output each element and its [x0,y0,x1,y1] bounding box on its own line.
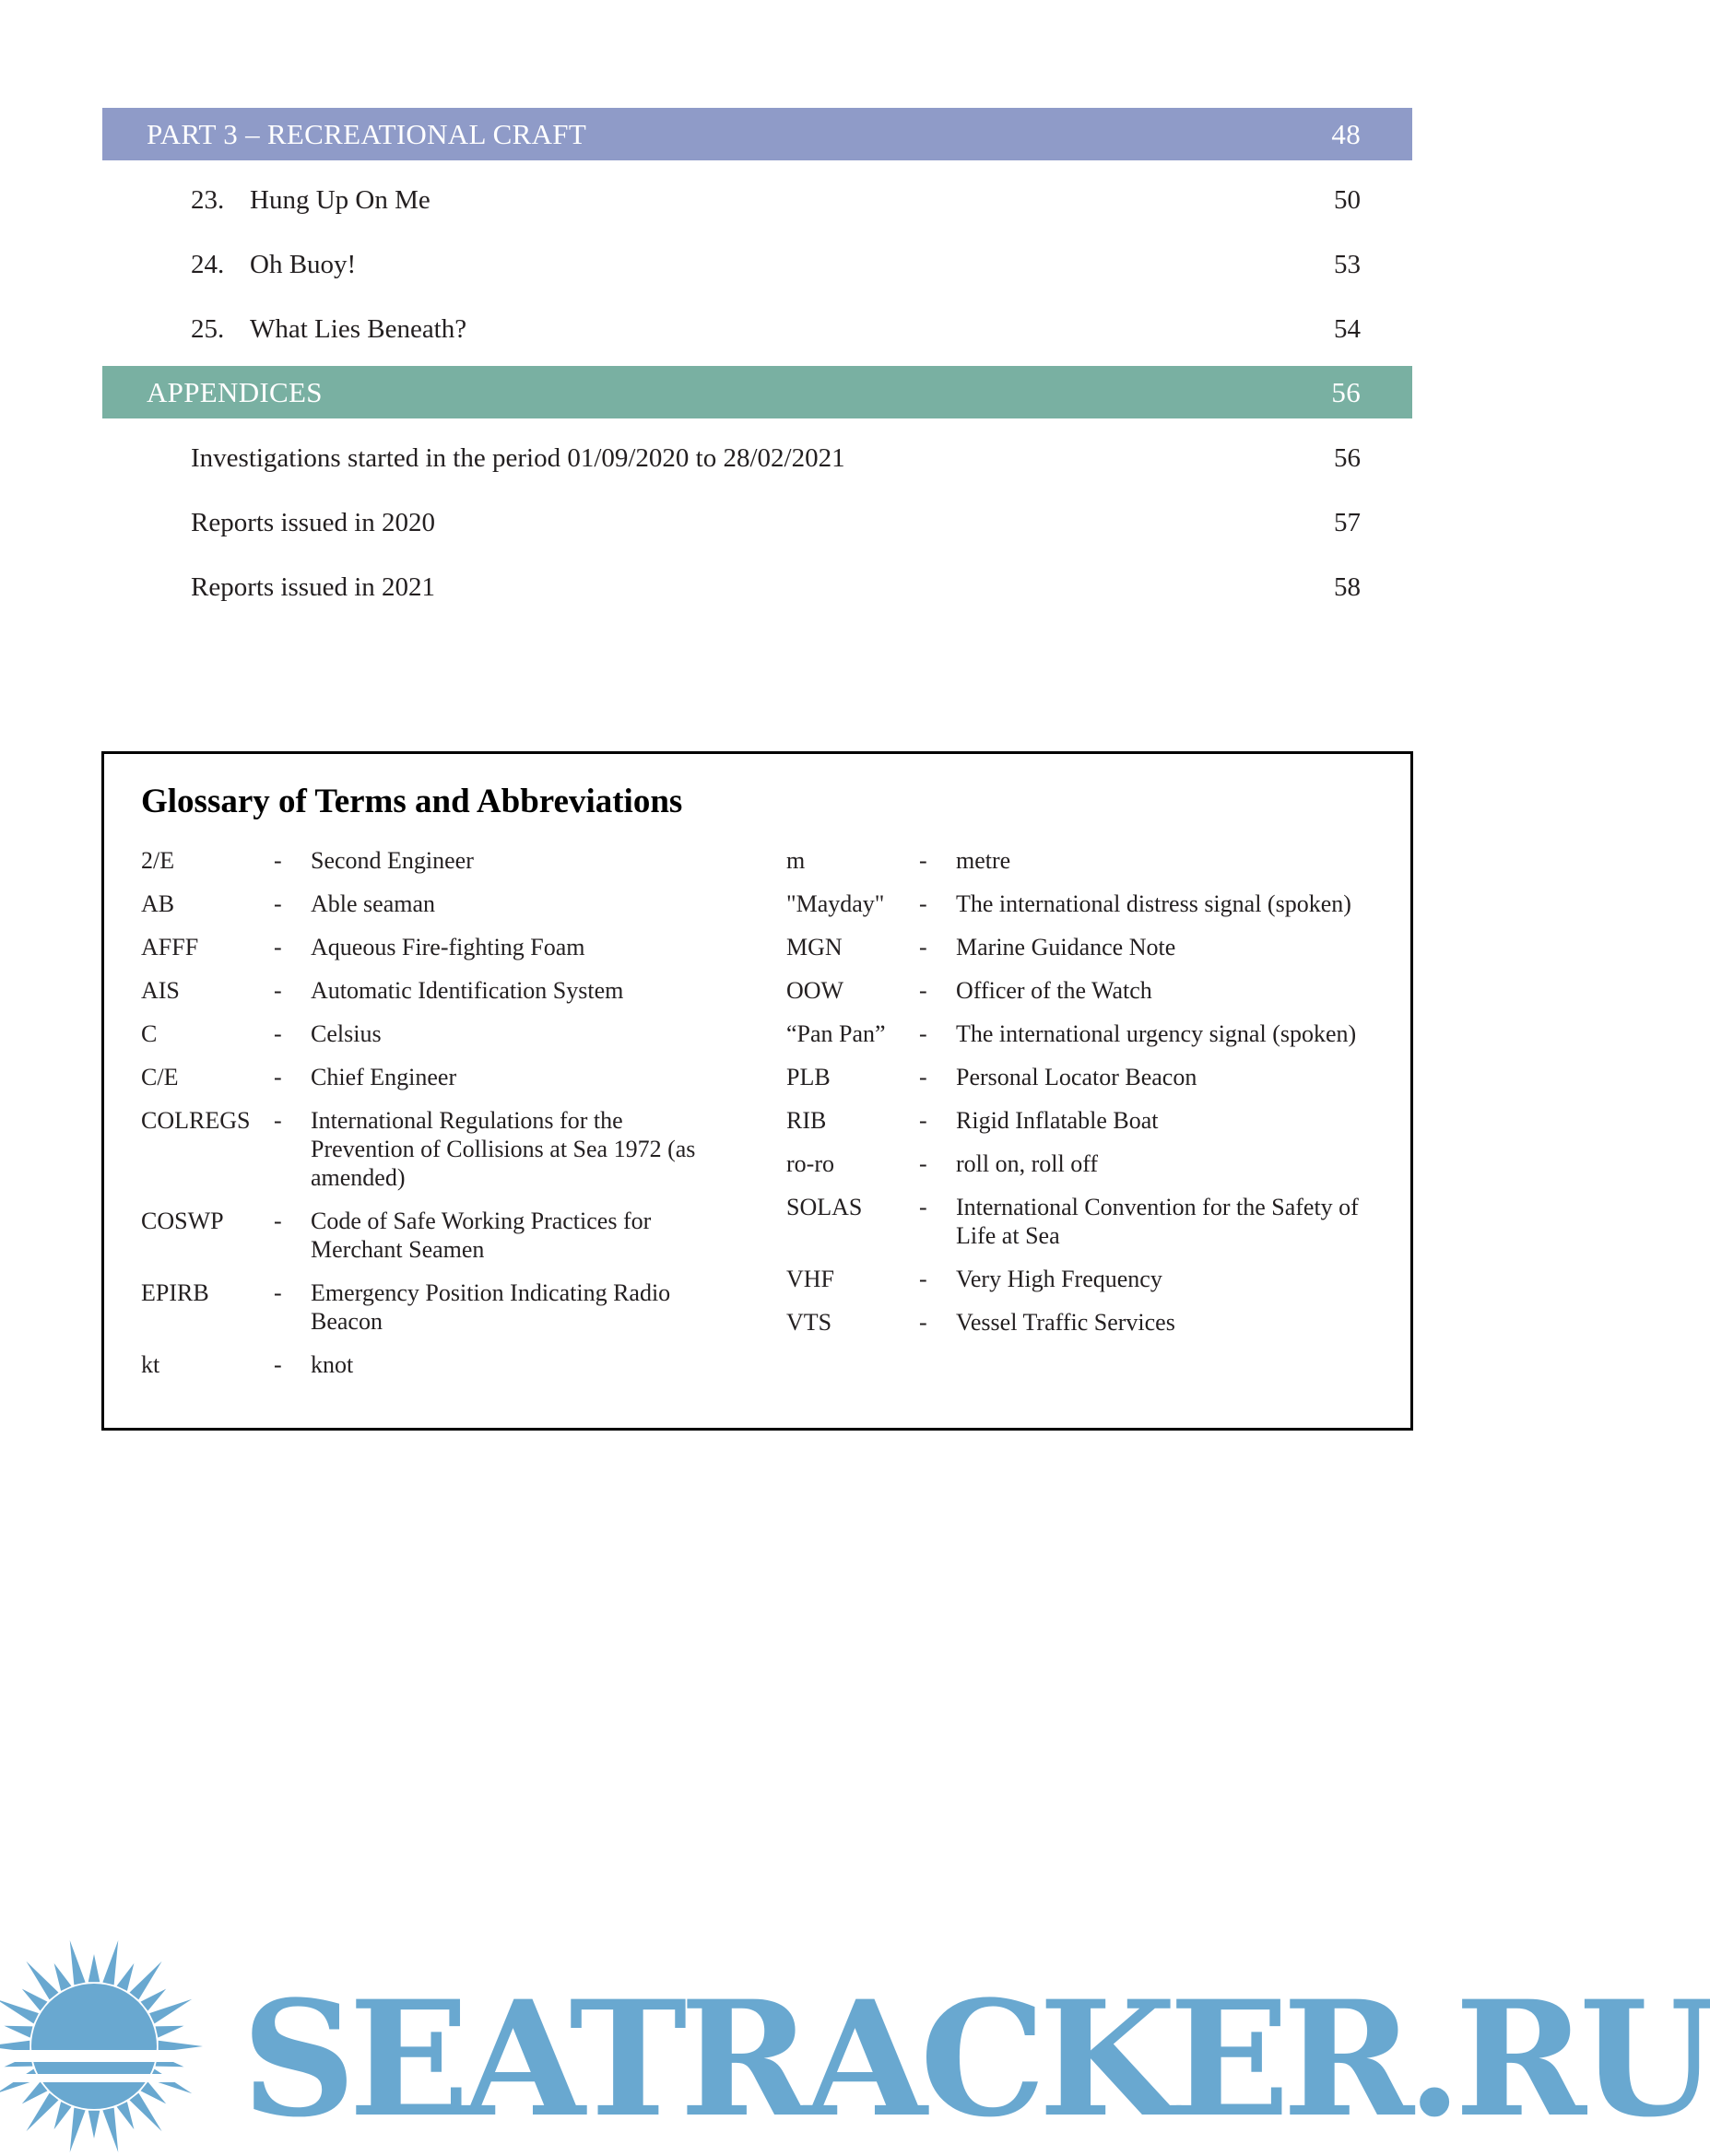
sun-ray [88,1954,100,1982]
glossary-definition: Marine Guidance Note [956,934,1176,960]
glossary-abbr: “Pan Pan” [786,1020,886,1047]
glossary-definition: International Convention for the Safety of Life at Sea [956,1194,1359,1249]
toc-section-page: 56 [1331,375,1361,408]
glossary-abbr: PLB [786,1064,831,1090]
toc-entry-page: 58 [1334,571,1361,602]
glossary-dash: - [919,1150,927,1177]
glossary-abbr: SOLAS [786,1194,863,1220]
glossary-dash: - [274,977,282,1004]
glossary-entry [786,1019,1386,1048]
glossary-dash: - [919,1194,927,1220]
glossary-abbr: MGN [786,934,843,960]
toc-entry-number: 23. [191,184,225,215]
toc-entry-23[interactable] [191,177,1361,223]
glossary-dash: - [919,1020,927,1047]
glossary-definition: Automatic Identification System [311,977,624,1004]
glossary-dash: - [919,1064,927,1090]
sun-ray [22,2082,48,2104]
toc-section-label: PART 3 – RECREATIONAL CRAFT [147,117,587,150]
glossary-dash: - [919,1266,927,1292]
glossary-definition: Able seaman [311,890,436,917]
glossary-definition: Very High Frequency [956,1266,1162,1292]
glossary-abbr: ro-ro [786,1150,834,1177]
sun-ray [141,1989,167,2011]
glossary-abbr: m [786,847,806,874]
toc-entry-25[interactable] [191,306,1361,352]
toc-entry-title: Hung Up On Me [250,184,430,215]
glossary-dash: - [274,1020,282,1047]
glossary-abbr: AFFF [141,934,199,960]
sun-ray [70,1940,86,1985]
glossary-abbr: 2/E [141,847,175,874]
glossary-abbr: AIS [141,977,180,1004]
glossary-definition: Chief Engineer [311,1064,457,1090]
glossary-entry [141,976,731,1005]
toc-entry-page: 54 [1334,313,1361,344]
sun-ray [102,2108,118,2152]
toc-entry-24[interactable] [191,242,1361,288]
sun-ray [22,1989,48,2011]
glossary-title: Glossary of Terms and Abbreviations [141,783,683,820]
toc-entry-appendix-investigations[interactable] [191,435,1361,481]
glossary-column-right [786,846,1386,1351]
watermark-text: SEATRACKER.RU [242,1965,1710,2152]
glossary-entry [786,889,1386,918]
glossary-entry [141,1019,731,1048]
sun-ray [117,2102,135,2129]
glossary-definition: Emergency Position Indicating Radio Beacon [311,1279,671,1335]
glossary-entry [786,1106,1386,1135]
glossary-entry [786,1063,1386,1091]
glossary-dash: - [919,1309,927,1336]
toc-section-appendices[interactable] [102,366,1412,418]
toc-section-part3[interactable] [102,108,1412,160]
glossary-dash: - [274,934,282,960]
toc-entry-appendix-reports-2020[interactable] [191,500,1361,546]
toc-entry-number: 25. [191,313,225,344]
glossary-entry [141,1207,731,1264]
glossary-entry [141,1278,731,1336]
glossary-abbr: C/E [141,1064,179,1090]
glossary-abbr: C [141,1020,158,1047]
toc-entry-number: 24. [191,249,225,279]
glossary-abbr: VTS [786,1309,832,1336]
glossary-abbr: AB [141,890,175,917]
sun-ray [54,1963,72,1991]
glossary-abbr: kt [141,1351,160,1378]
sun-ray [117,1963,135,1991]
glossary-definition: knot [311,1351,354,1378]
glossary-definition: Aqueous Fire-fighting Foam [311,934,585,960]
glossary-definition: The international distress signal (spoken) [956,890,1351,917]
glossary-entry [786,1193,1386,1250]
toc-entry-title: Reports issued in 2021 [191,571,436,602]
glossary-definition: Code of Safe Working Practices for Merchant Seamen [311,1208,652,1263]
glossary-entry [786,933,1386,961]
glossary-definition: Vessel Traffic Services [956,1309,1175,1336]
glossary-definition: Celsius [311,1020,382,1047]
glossary-entry [786,846,1386,875]
glossary-entry [786,1149,1386,1178]
glossary-column-left [141,846,731,1394]
glossary-definition: Personal Locator Beacon [956,1064,1197,1090]
sun-ray [54,2102,72,2129]
glossary-dash: - [919,977,927,1004]
sun-ray [102,1940,118,1985]
toc-entry-appendix-reports-2021[interactable] [191,564,1361,610]
glossary-entry [786,976,1386,1005]
glossary-abbr: OOW [786,977,844,1004]
glossary-abbr: RIB [786,1107,827,1134]
glossary-entry [786,1308,1386,1337]
glossary-dash: - [274,1208,282,1234]
glossary-definition: roll on, roll off [956,1150,1099,1177]
glossary-dash: - [919,890,927,917]
toc-entry-title: Oh Buoy! [250,249,357,279]
glossary-definition: Rigid Inflatable Boat [956,1107,1159,1134]
glossary-abbr: COLREGS [141,1107,251,1134]
toc-section-page: 48 [1331,117,1361,150]
glossary-definition: Officer of the Watch [956,977,1152,1004]
toc-entry-title: Investigations started in the period 01/09/2020 to 28/02/2021 [191,442,845,473]
glossary-abbr: EPIRB [141,1279,209,1306]
glossary-dash: - [274,1064,282,1090]
glossary-definition: The international urgency signal (spoken) [956,1020,1357,1047]
toc-entry-page: 56 [1334,442,1361,473]
sun-ray [0,1999,39,2024]
glossary-definition: Second Engineer [311,847,474,874]
glossary-dash: - [274,1351,282,1378]
glossary-dash: - [274,890,282,917]
glossary-dash: - [274,1107,282,1134]
toc-entry-page: 57 [1334,507,1361,537]
toc-entry-title: Reports issued in 2020 [191,507,436,537]
glossary-box [101,751,1413,1431]
glossary-entry [141,1350,731,1379]
sun-ray [5,2026,33,2038]
sun-ray [149,1999,192,2024]
toc-section-label: APPENDICES [147,375,323,408]
toc-entry-page: 50 [1334,184,1361,215]
glossary-dash: - [274,1279,282,1306]
glossary-dash: - [919,847,927,874]
glossary-definition: metre [956,847,1011,874]
glossary-entry [786,1265,1386,1293]
glossary-definition: International Regulations for the Prevention of Collisions at Sea 1972 (as amended) [311,1107,696,1191]
glossary-entry [141,889,731,918]
glossary-abbr: COSWP [141,1208,224,1234]
toc-entry-page: 53 [1334,249,1361,279]
sun-ray [70,2108,86,2152]
glossary-entry [141,933,731,961]
glossary-abbr: VHF [786,1266,835,1292]
glossary-dash: - [274,847,282,874]
sun-ray [156,2026,184,2038]
glossary-entry [141,1106,731,1192]
toc-entry-title: What Lies Beneath? [250,313,467,344]
glossary-entry [141,1063,731,1091]
glossary-dash: - [919,1107,927,1134]
glossary-dash: - [919,934,927,960]
sun-ray [88,2111,100,2138]
sun-ray [141,2082,167,2104]
glossary-entry [141,846,731,875]
glossary-abbr: "Mayday" [786,890,885,917]
